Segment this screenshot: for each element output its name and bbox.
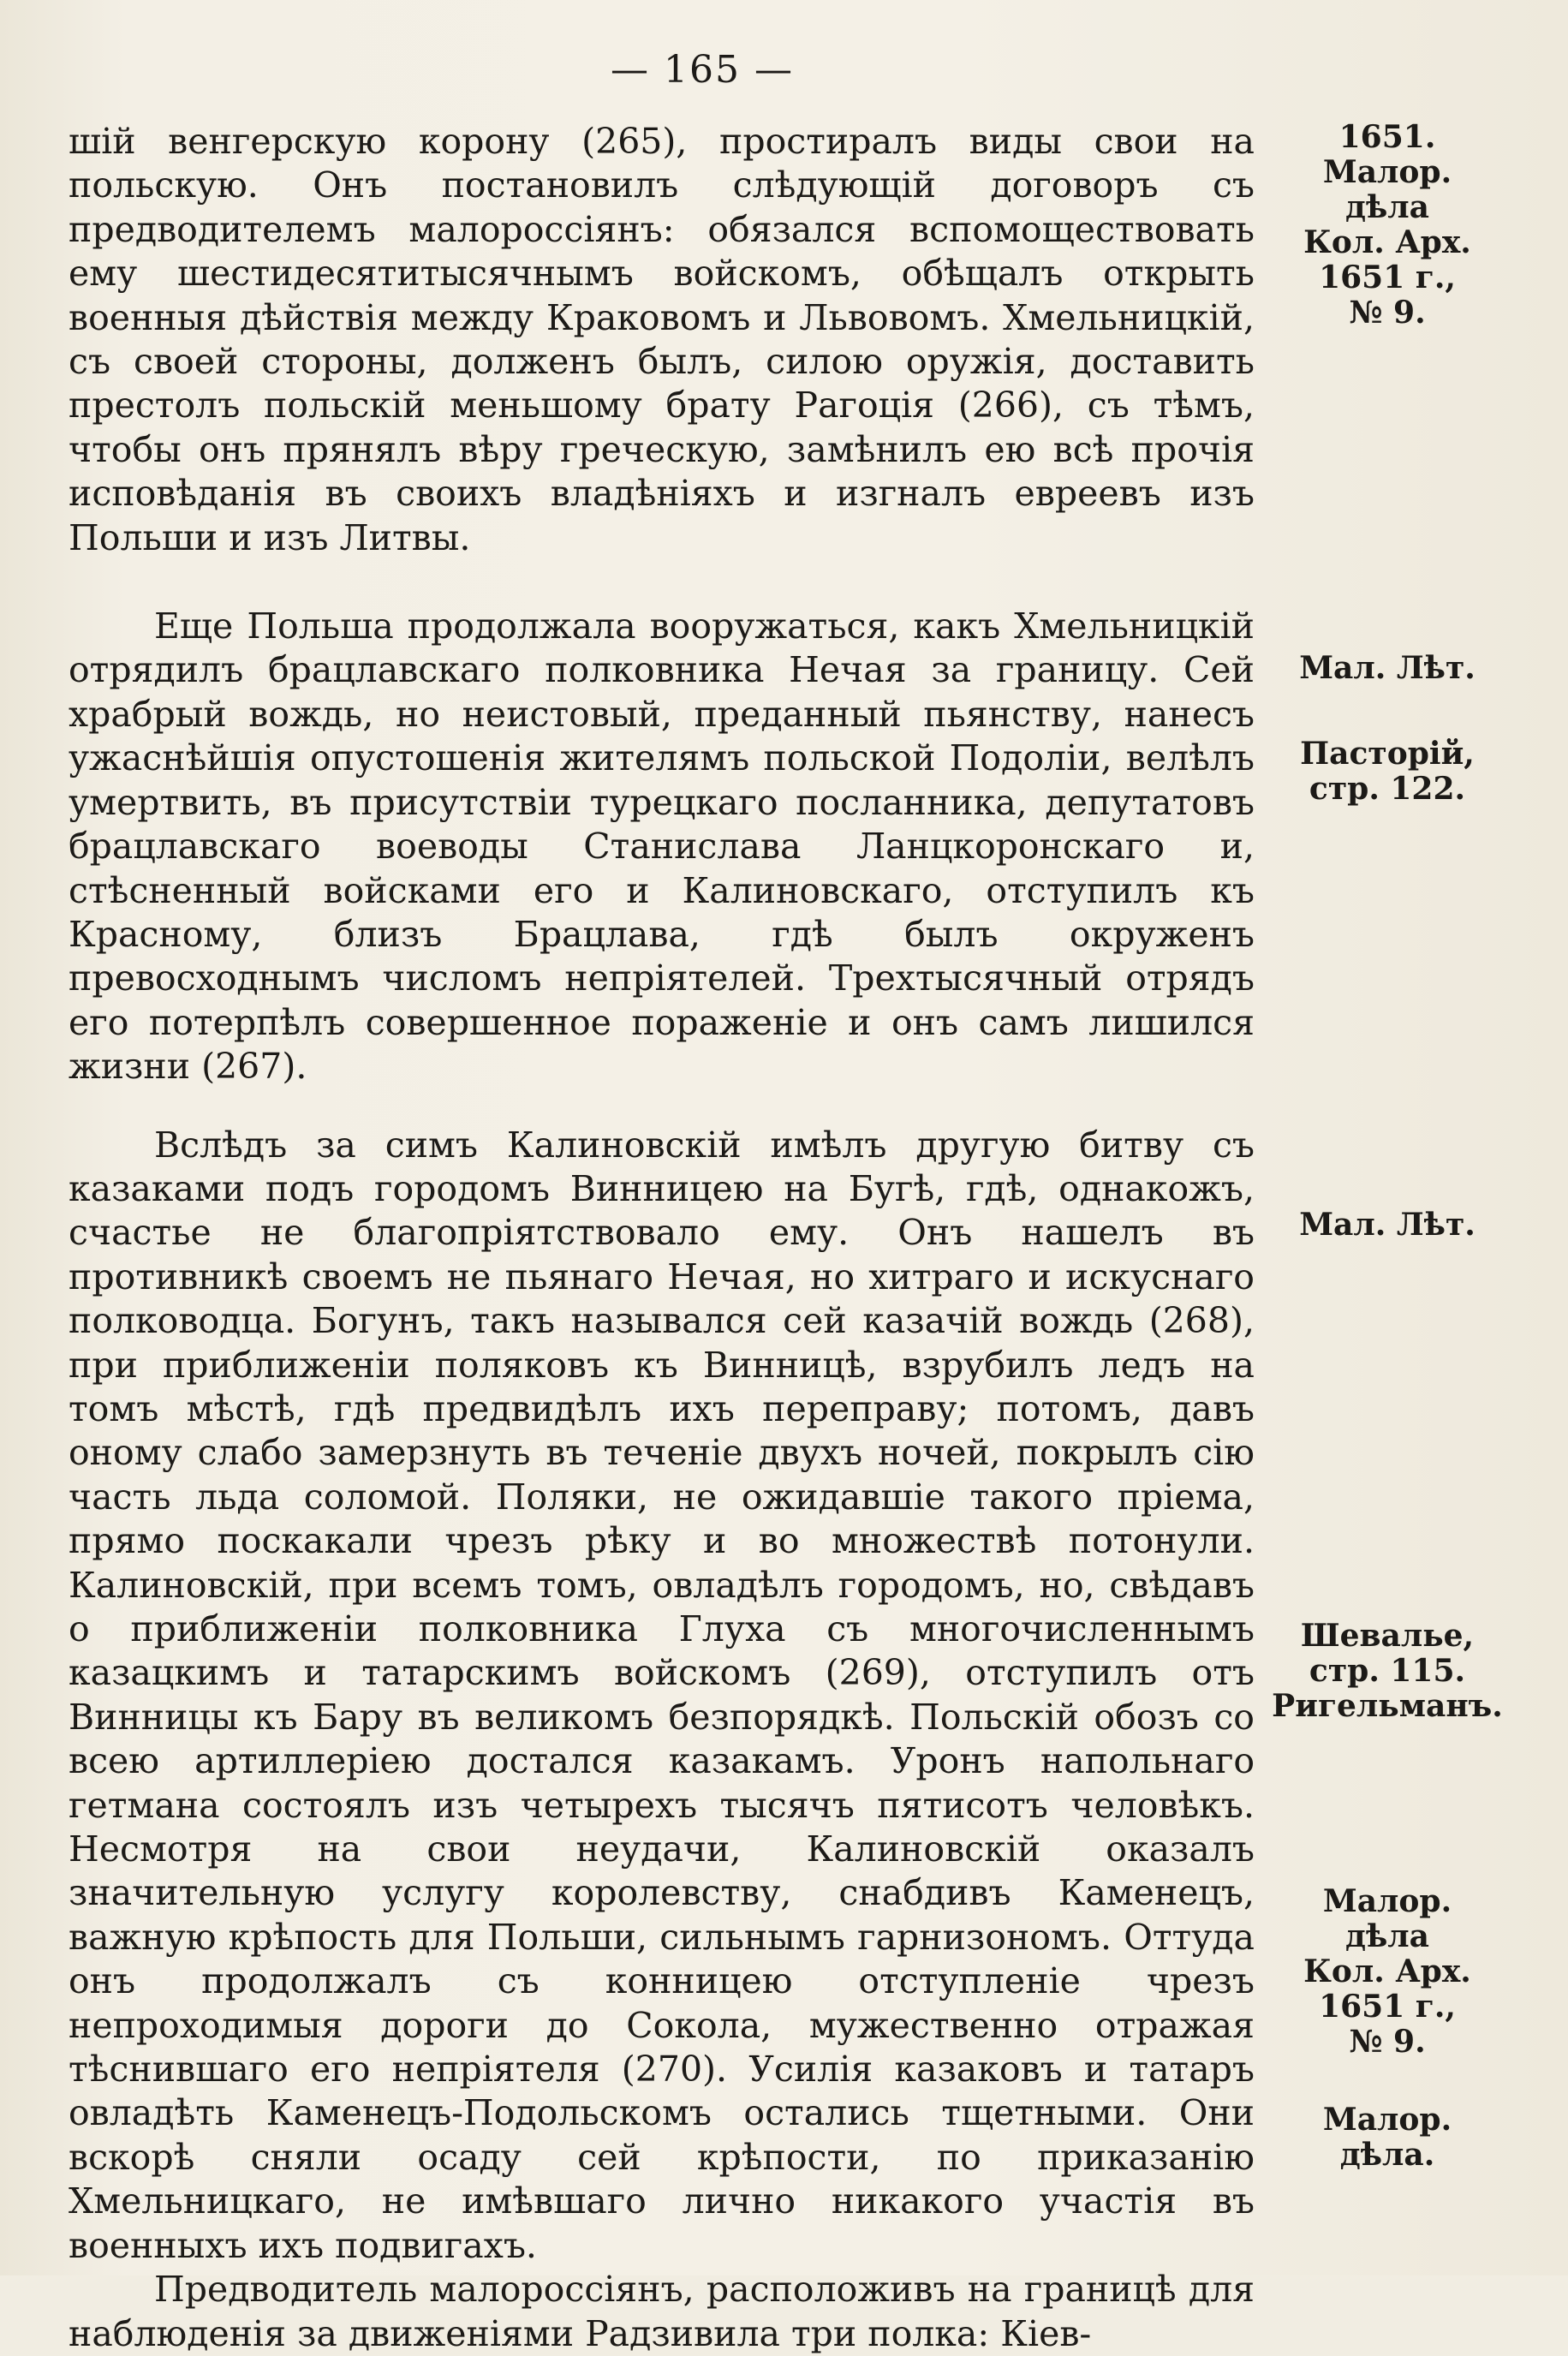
paragraph-4: Предводитель малороссіянъ, расположивъ на границѣ для наблюденія за движеніями Радзивила три полка: Кiев- [69, 2269, 1255, 2354]
margin-note-3: Пасторій, стр. 122. [1300, 736, 1475, 807]
page-number: — 165 — [611, 48, 794, 92]
margin-note-5: Шевалье, стр. 115. Ригельманъ. [1272, 1618, 1503, 1724]
margin-note-2: Мал. Лѣт. [1299, 650, 1476, 686]
margin-note-7: Малор. дѣла. [1322, 2102, 1452, 2173]
main-text-column [69, 120, 1255, 2356]
paragraph-1: шій венгерскую корону (265), простиралъ виды свои на польскую. Онъ постановилъ слѣдующій договоръ съ предводителемъ малороссіянъ: обязался вспомоществовать ему шестидесятитысячнымъ войскомъ, обѣщалъ открыть военныя дѣйствія между Краковомъ и Львовомъ. Хмельницкій, съ своей стороны, долженъ былъ, силою оружія, доставить престолъ польскій меньшому брату Рагоція (266), съ тѣмъ, чтобы онъ прянялъ вѣру греческую, замѣнилъ ею всѣ прочія исповѣданія въ своихъ владѣніяхъ и изгналъ евреевъ изъ Польши и изъ Литвы. [69, 121, 1255, 558]
margin-note-6: Малор. дѣла Кол. Арх. 1651 г., № 9. [1303, 1883, 1471, 2060]
margin-note-4: Мал. Лѣт. [1299, 1207, 1476, 1243]
margin-note-1: 1651. Малор. дѣла Кол. Арх. 1651 г., № 9. [1303, 119, 1471, 331]
paragraph-3: Вслѣдъ за симъ Калиновскій имѣлъ другую битву съ казаками подъ городомъ Винницею на Бугѣ, гдѣ, однакожъ, счастье не благопріятствовало ему. Онъ нашелъ въ противникѣ своемъ не пьянаго Нечая, но хитраго и искуснаго полководца. Богунъ, такъ назывался сей казачій вождь (268), при приближеніи поляковъ къ Винницѣ, взрубилъ ледъ на томъ мѣстѣ, гдѣ предвидѣлъ ихъ переправу; потомъ, давъ оному слабо замерзнуть въ теченіе двухъ ночей, покрылъ сію часть льда соломой. Поляки, не ожидавшіе такого пріема, прямо поскакали чрезъ рѣку и во множествѣ потонули. Калиновскій, при всемъ томъ, овладѣлъ городомъ, но, свѣдавъ о приближеніи полковника Глуха съ многочисленнымъ казацкимъ и татарскимъ войскомъ (269), отступилъ отъ Винницы къ Бару въ великомъ безпорядкѣ. Польскій обозъ со всею артиллеріею достался казакамъ. Уронъ напольнаго гетмана состоялъ изъ четырехъ тысячъ пятисотъ человѣкъ. Несмотря на свои неудачи, Калиновскій оказалъ значительную услугу королевству, снабдивъ Каменецъ, важную крѣпость для Польши, сильнымъ гарнизономъ. Оттуда онъ продолжалъ съ конницею отступленіе чрезъ непроходимыя дороги до Сокола, мужественно отражая тѣснившаго его непріятеля (270). Усилія казаковъ и татаръ овладѣть Каменецъ-Подольскомъ остались тщетными. Они вскорѣ сняли осаду сей крѣпости, по приказанію Хмельницкаго, не имѣвшаго лично никакого участія въ военныхъ ихъ подвигахъ. [69, 1124, 1255, 2266]
paragraph-2: Еще Польша продолжала вооружаться, какъ Хмельницкій отрядилъ брацлавскаго полковника Нечая за границу. Сей храбрый вождь, но неистовый, преданный пьянству, нанесъ ужаснѣйшія опустошенія жителямъ польской Подоліи, велѣлъ умертвить, въ присутствіи турецкаго посланника, депутатовъ брацлавскаго воеводы Станислава Ланцкоронскаго и, стѣсненный войсками его и Калиновскаго, отступилъ къ Красному, близъ Брацлава, гдѣ былъ окруженъ превосходнымъ числомъ непріятелей. Трехтысячный отрядъ его потерпѣлъ совершенное пораженіе и онъ самъ лишился жизни (267). [69, 605, 1255, 1088]
